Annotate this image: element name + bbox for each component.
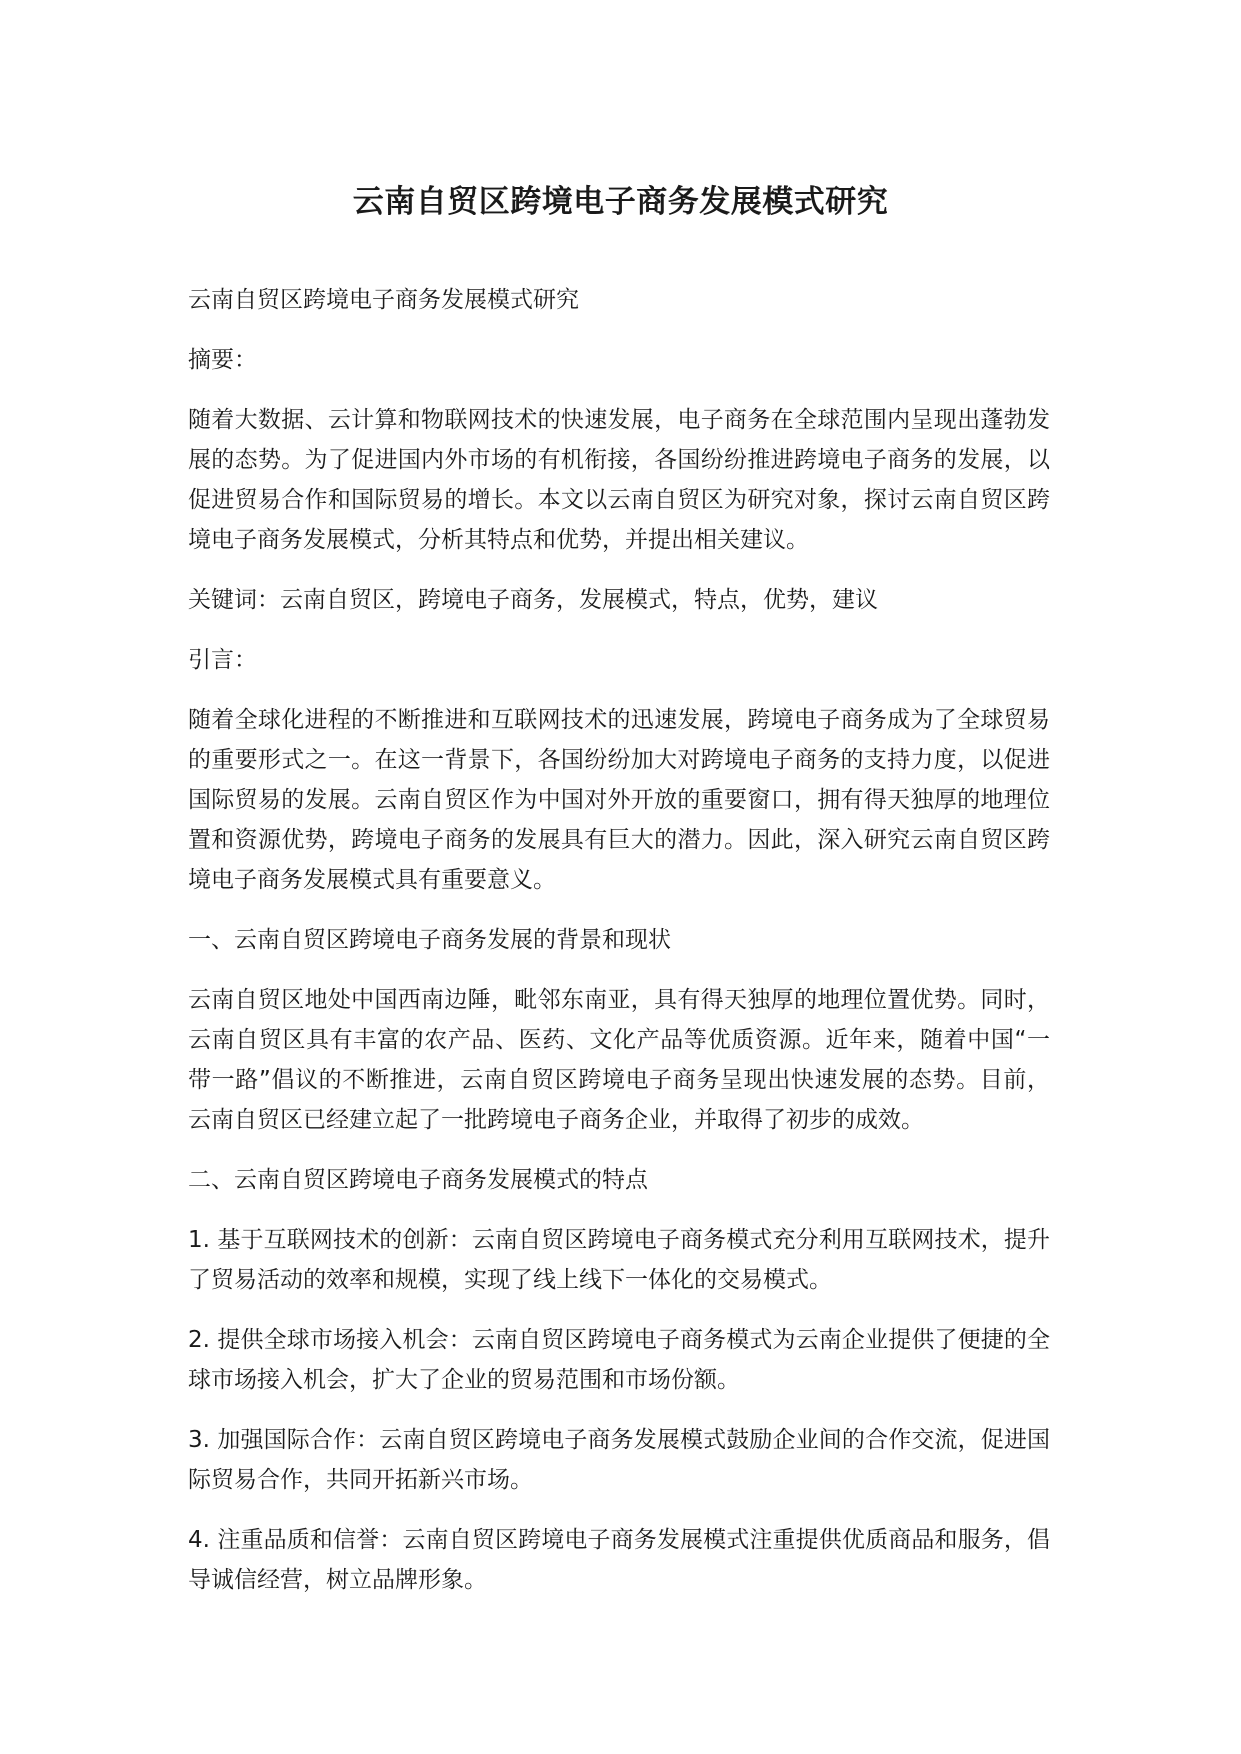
feature-item-2: 2. 提供全球市场接入机会：云南自贸区跨境电子商务模式为云南企业提供了便捷的全球市场接入机会，扩大了企业的贸易范围和市场份额。 [188,1327,1050,1393]
feature-item-1: 1. 基于互联网技术的创新：云南自贸区跨境电子商务模式充分利用互联网技术，提升了贸易活动的效率和规模，实现了线上线下一体化的交易模式。 [188,1227,1050,1293]
introduction-paragraph: 随着全球化进程的不断推进和互联网技术的迅速发展，跨境电子商务成为了全球贸易的重要形式之一。在这一背景下，各国纷纷加大对跨境电子商务的支持力度，以促进国际贸易的发展。云南自贸区作为中国对外开放的重要窗口，拥有得天独厚的地理位置和资源优势，跨境电子商务的发展具有巨大的潜力。因此，深入研究云南自贸区跨境电子商务发展模式具有重要意义。 [188,707,1050,893]
document-body [188,280,1050,1620]
subtitle-paragraph: 云南自贸区跨境电子商务发展模式研究 [188,287,579,313]
section-1-paragraph: 云南自贸区地处中国西南边陲，毗邻东南亚，具有得天独厚的地理位置优势。同时，云南自贸区具有丰富的农产品、医药、文化产品等优质资源。近年来，随着中国“一带一路”倡议的不断推进，云南自贸区跨境电子商务呈现出快速发展的态势。目前，云南自贸区已经建立起了一批跨境电子商务企业，并取得了初步的成效。 [188,987,1050,1133]
section-1-heading: 一、云南自贸区跨境电子商务发展的背景和现状 [188,927,671,953]
section-2-heading: 二、云南自贸区跨境电子商务发展模式的特点 [188,1167,648,1193]
document-title: 云南自贸区跨境电子商务发展模式研究 [352,184,889,220]
feature-item-3: 3. 加强国际合作：云南自贸区跨境电子商务发展模式鼓励企业间的合作交流，促进国际贸易合作，共同开拓新兴市场。 [188,1427,1050,1493]
feature-item-4: 4. 注重品质和信誉：云南自贸区跨境电子商务发展模式注重提供优质商品和服务，倡导诚信经营，树立品牌形象。 [188,1527,1050,1593]
abstract-paragraph: 随着大数据、云计算和物联网技术的快速发展，电子商务在全球范围内呈现出蓬勃发展的态势。为了促进国内外市场的有机衔接，各国纷纷推进跨境电子商务的发展，以促进贸易合作和国际贸易的增长。本文以云南自贸区为研究对象，探讨云南自贸区跨境电子商务发展模式，分析其特点和优势，并提出相关建议。 [188,407,1050,553]
introduction-heading: 引言： [188,647,257,673]
keywords-paragraph: 关键词：云南自贸区，跨境电子商务，发展模式，特点，优势，建议 [188,587,878,613]
abstract-heading: 摘要： [188,347,257,373]
